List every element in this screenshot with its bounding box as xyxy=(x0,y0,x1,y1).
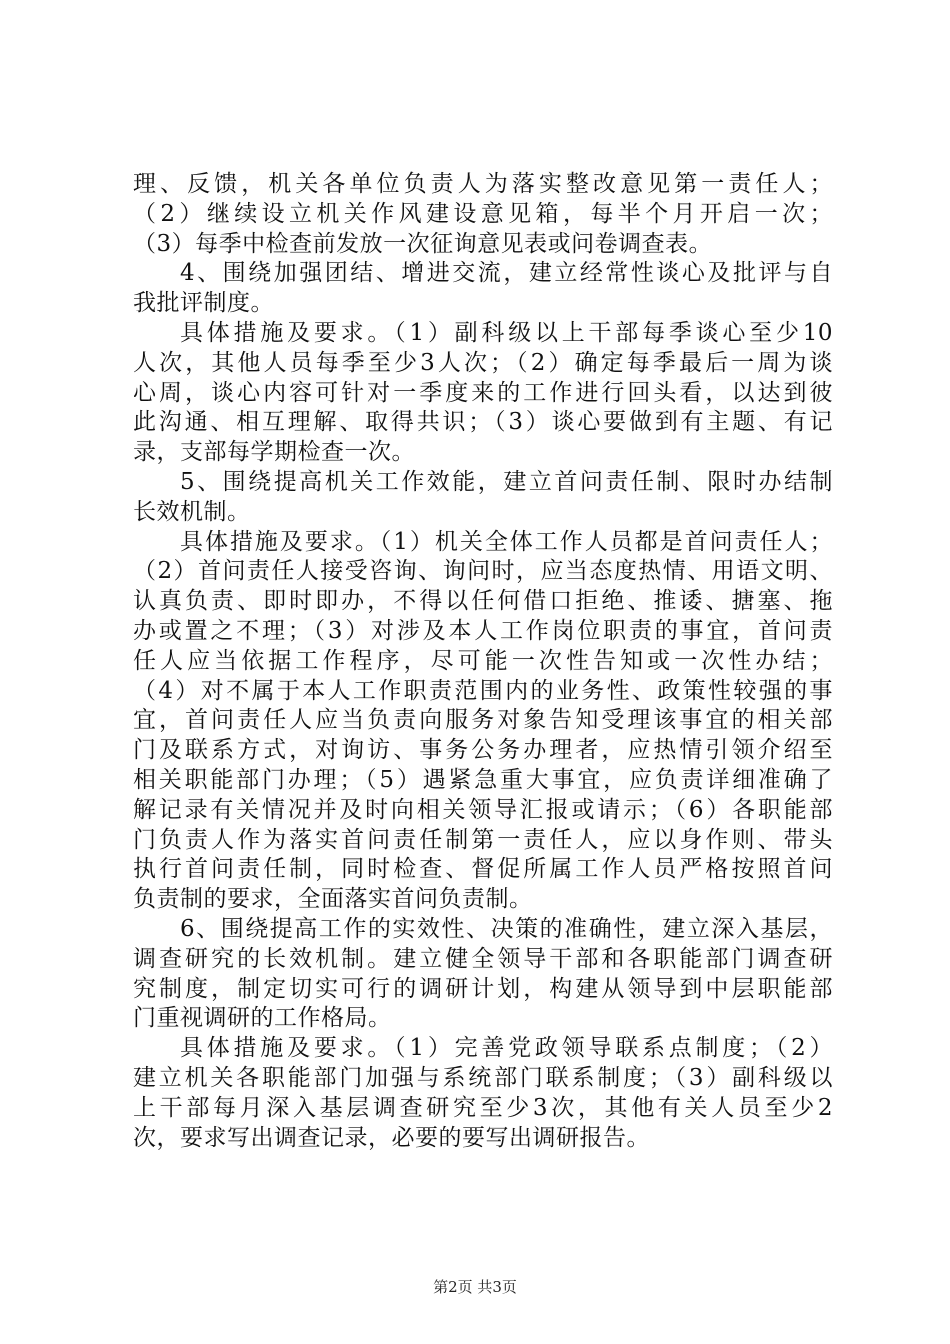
text-line: 相关职能部门办理；（5）遇紧急重大事宜，应负责详细准确了 xyxy=(133,766,833,793)
text-line: 6、围绕提高工作的实效性、决策的准确性，建立深入基层， xyxy=(180,915,833,942)
text-line: 办或置之不理；（3）对涉及本人工作岗位职责的事宜，首问责 xyxy=(133,617,833,644)
text-line: 上干部每月深入基层调查研究至少3次，其他有关人员至少2 xyxy=(133,1094,833,1121)
text-line: 任人应当依据工作程序，尽可能一次性告知或一次性办结； xyxy=(133,647,833,674)
text-line: 具体措施及要求。（1）机关全体工作人员都是首问责任人； xyxy=(180,528,833,555)
text-line: 宜，首问责任人应当负责向服务对象告知受理该事宜的相关部 xyxy=(133,707,833,734)
text-line: 次，要求写出调查记录，必要的要写出调研报告。 xyxy=(133,1124,650,1151)
text-line: 门及联系方式，对询访、事务公务办理者，应热情引领介绍至 xyxy=(133,737,833,764)
text-line: 负责制的要求，全面落实首问负责制。 xyxy=(133,886,533,913)
text-line: 5、围绕提高机关工作效能，建立首问责任制、限时办结制 xyxy=(180,468,833,495)
text-line: 认真负责、即时即办，不得以任何借口拒绝、推诿、搪塞、拖 xyxy=(133,588,833,615)
text-line: 究制度，制定切实可行的调研计划，构建从领导到中层职能部 xyxy=(133,975,833,1002)
text-line: 执行首问责任制，同时检查、督促所属工作人员严格按照首问 xyxy=(133,856,833,883)
text-line: （4）对不属于本人工作职责范围内的业务性、政策性较强的事 xyxy=(133,677,833,704)
text-line: 建立机关各职能部门加强与系统部门联系制度；（3）副科级以 xyxy=(133,1064,833,1091)
text-line: 具体措施及要求。（1）完善党政领导联系点制度；（2） xyxy=(180,1035,833,1062)
text-line: （2）继续设立机关作风建设意见箱，每半个月开启一次； xyxy=(133,200,833,227)
body-text xyxy=(133,170,833,1153)
page-footer: 第2页 共3页 xyxy=(433,1278,517,1296)
text-line: 心周，谈心内容可针对一季度来的工作进行回头看，以达到彼 xyxy=(133,379,833,406)
text-line: 门重视调研的工作格局。 xyxy=(133,1005,392,1032)
text-line: 4、围绕加强团结、增进交流，建立经常性谈心及批评与自 xyxy=(180,260,833,287)
text-line: 门负责人作为落实首问责任制第一责任人，应以身作则、带头 xyxy=(133,826,833,853)
text-line: 我批评制度。 xyxy=(133,290,274,317)
text-line: 调查研究的长效机制。建立健全领导干部和各职能部门调查研 xyxy=(133,945,833,972)
text-line: （2）首问责任人接受咨询、询问时，应当态度热情、用语文明、 xyxy=(133,558,833,585)
text-line: 具体措施及要求。（1）副科级以上干部每季谈心至少10 xyxy=(180,319,833,346)
text-line: 人次，其他人员每季至少3人次；（2）确定每季最后一周为谈 xyxy=(133,349,833,376)
text-line: （3）每季中检查前发放一次征询意见表或问卷调查表。 xyxy=(133,230,713,257)
text-line: 此沟通、相互理解、取得共识；（3）谈心要做到有主题、有记 xyxy=(133,409,833,436)
text-line: 长效机制。 xyxy=(133,498,251,525)
text-line: 理、反馈，机关各单位负责人为落实整改意见第一责任人； xyxy=(133,171,833,197)
text-line: 录，支部每学期检查一次。 xyxy=(133,439,415,466)
text-line: 解记录有关情况并及时向相关领导汇报或请示；（6）各职能部 xyxy=(133,796,833,823)
